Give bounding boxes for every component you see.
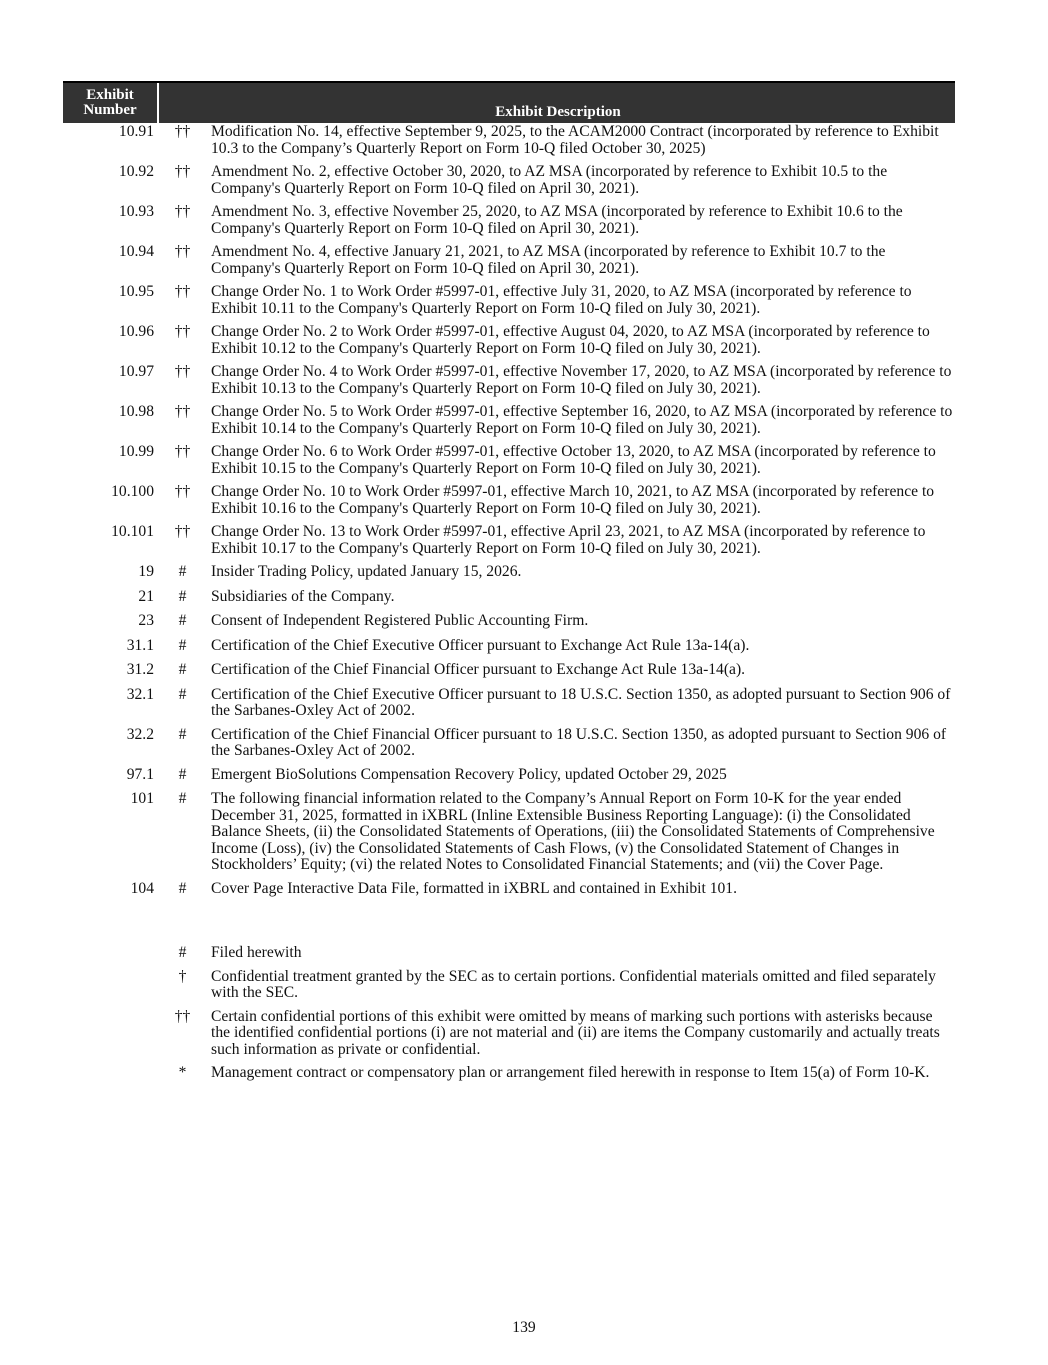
exhibit-description: Insider Trading Policy, updated January 15, 2026.	[211, 563, 522, 580]
page-number: 139	[512, 1319, 536, 1336]
table-row	[63, 791, 955, 874]
exhibit-number: 10.101	[111, 523, 154, 540]
exhibit-mark: #	[178, 661, 187, 678]
exhibit-description: Certification of the Chief Executive Officer pursuant to 18 U.S.C. Section 1350, as adopted pursuant to Section 906 of the Sarbanes-Oxley Act of 2002.	[211, 685, 951, 719]
footnote-mark: *	[178, 1064, 187, 1081]
exhibit-number-header-line2: Number	[83, 102, 137, 118]
exhibit-mark: #	[178, 879, 187, 897]
exhibit-description: Amendment No. 2, effective October 30, 2020, to AZ MSA (incorporated by reference to Exhibit 10.5 to the Company's Quarterly Report on Form 10-Q filed on April 30, 2021).	[211, 163, 888, 197]
table-row	[63, 444, 955, 477]
exhibit-number: 10.93	[118, 203, 154, 220]
exhibit-description: Modification No. 14, effective September 9, 2025, to the ACAM2000 Contract (incorporated by reference to Exhibit 10.3 to the Company’s Quarterly Report on Form 10-Q filed October 30, 2025)	[211, 123, 939, 157]
footnote-item	[63, 969, 955, 1002]
table-row	[63, 589, 955, 606]
exhibit-mark: ††	[174, 283, 191, 300]
exhibit-number: 97.1	[126, 765, 154, 783]
table-row	[63, 524, 955, 557]
table-row	[63, 613, 955, 630]
table-row	[63, 124, 955, 157]
exhibit-description: Cover Page Interactive Data File, formatted in iXBRL and contained in Exhibit 101.	[211, 879, 738, 897]
exhibit-number: 10.94	[118, 243, 154, 260]
table-row	[63, 727, 955, 760]
footnote-text: Certain confidential portions of this exhibit were omitted by means of marking such portions with asterisks because the identified confidential portions (i) are not material and (ii) are items the Company customarily and actually treats such information as private or confidential.	[211, 1007, 940, 1058]
footnote-item	[63, 1009, 955, 1059]
table-row	[63, 204, 955, 237]
table-row	[63, 324, 955, 357]
exhibit-number: 10.92	[118, 163, 154, 180]
exhibit-description: Certification of the Chief Financial Officer pursuant to 18 U.S.C. Section 1350, as adopted pursuant to Section 906 of the Sarbanes-Oxley Act of 2002.	[211, 725, 947, 759]
footnote-text: Management contract or compensatory plan or arrangement filed herewith in response to Item 15(a) of Form 10-K.	[211, 1064, 930, 1081]
table-row	[63, 662, 955, 679]
footnote-mark: ††	[174, 1007, 191, 1025]
exhibit-description: Change Order No. 4 to Work Order #5997-01, effective November 17, 2020, to AZ MSA (incorporated by reference to Exhibit 10.13 to the Company's Quarterly Report on Form 10-Q filed on July 30, 2021).	[211, 363, 952, 397]
exhibit-description: Change Order No. 5 to Work Order #5997-01, effective September 16, 2020, to AZ MSA (incorporated by reference to Exhibit 10.14 to the Company's Quarterly Report on Form 10-Q filed on July 30, 2021).	[211, 403, 953, 437]
exhibit-table-body	[63, 124, 955, 905]
table-row	[63, 164, 955, 197]
exhibit-number: 23	[138, 612, 154, 629]
exhibit-mark: ††	[174, 203, 191, 220]
footnote-text: Filed herewith	[211, 944, 302, 961]
exhibit-number: 10.99	[118, 443, 154, 460]
exhibit-mark: #	[178, 612, 187, 629]
footnotes	[63, 945, 955, 1089]
exhibit-description: Amendment No. 4, effective January 21, 2021, to AZ MSA (incorporated by reference to Exhibit 10.7 to the Company's Quarterly Report on Form 10-Q filed on April 30, 2021).	[211, 243, 886, 277]
exhibit-mark: ††	[174, 323, 191, 340]
table-row	[63, 284, 955, 317]
exhibit-mark: #	[178, 685, 187, 703]
exhibit-mark: ††	[174, 443, 191, 460]
exhibit-number: 10.95	[118, 283, 154, 300]
table-row	[63, 564, 955, 581]
exhibit-table-header	[63, 81, 955, 123]
exhibit-number: 101	[130, 790, 154, 807]
table-row	[63, 244, 955, 277]
exhibit-description: Emergent BioSolutions Compensation Recovery Policy, updated October 29, 2025	[211, 765, 727, 783]
exhibit-mark: ††	[174, 483, 191, 500]
exhibit-description-header: Exhibit Description	[495, 104, 621, 120]
exhibit-mark: #	[178, 563, 187, 580]
exhibit-mark: ††	[174, 363, 191, 380]
exhibit-number: 21	[138, 587, 154, 605]
exhibit-number: 31.2	[126, 661, 154, 678]
exhibit-description: Change Order No. 2 to Work Order #5997-01, effective August 04, 2020, to AZ MSA (incorporated by reference to Exhibit 10.12 to the Company's Quarterly Report on Form 10-Q filed on July 30, 2021).	[211, 323, 930, 357]
footnote-item	[63, 945, 955, 962]
exhibit-mark: #	[178, 790, 187, 807]
exhibit-description: Certification of the Chief Executive Officer pursuant to Exchange Act Rule 13a-14(a).	[211, 636, 750, 654]
exhibit-description: Change Order No. 6 to Work Order #5997-01, effective October 13, 2020, to AZ MSA (incorporated by reference to Exhibit 10.15 to the Company's Quarterly Report on Form 10-Q filed on July 30, 2021).	[211, 443, 936, 477]
exhibit-description: Change Order No. 13 to Work Order #5997-01, effective April 23, 2021, to AZ MSA (incorporated by reference to Exhibit 10.17 to the Company's Quarterly Report on Form 10-Q filed on July 30, 2021).	[211, 523, 926, 557]
footnote-item	[63, 1065, 955, 1082]
exhibit-description: Change Order No. 1 to Work Order #5997-01, effective July 31, 2020, to AZ MSA (incorporated by reference to Exhibit 10.11 to the Company's Quarterly Report on Form 10-Q filed on July 30, 2021).	[211, 283, 912, 317]
exhibit-mark: ††	[174, 163, 191, 180]
exhibit-description: The following financial information related to the Company’s Annual Report on Form 10-K for the year ended December 31, 2025, formatted in iXBRL (Inline Extensible Business Reporting Language): (i) the Consolidated Balance Sheets, (ii) the Consolidated Statements of Operations, (iii) the Consolidated Statements of Comprehensive Income (Loss), (iv) the Consolidated Statements of Cash Flows, (v) the Consolidated Statement of Changes in Stockholders’ Equity; (vi) the related Notes to Consolidated Financial Statements; and (vii) the Cover Page.	[211, 790, 935, 873]
exhibit-number: 32.2	[126, 725, 154, 743]
exhibit-mark: ††	[174, 123, 191, 140]
table-row	[63, 364, 955, 397]
footnote-mark: †	[178, 967, 187, 985]
exhibit-number-header-line1: Exhibit	[86, 87, 134, 103]
exhibit-number: 31.1	[126, 636, 154, 654]
exhibit-description: Subsidiaries of the Company.	[211, 587, 395, 605]
table-row	[63, 404, 955, 437]
exhibit-mark: ††	[174, 523, 191, 540]
exhibit-number: 104	[130, 879, 154, 897]
table-row	[63, 881, 955, 898]
table-row	[63, 687, 955, 720]
exhibit-number: 10.96	[118, 323, 154, 340]
exhibit-mark: #	[178, 725, 187, 743]
table-row	[63, 484, 955, 517]
exhibit-mark: ††	[174, 403, 191, 420]
exhibit-number: 19	[138, 563, 154, 580]
footnote-text: Confidential treatment granted by the SEC as to certain portions. Confidential materials omitted and filed separately with the SEC.	[211, 967, 936, 1001]
table-row	[63, 638, 955, 655]
footnote-mark: #	[178, 944, 187, 961]
table-row	[63, 767, 955, 784]
exhibit-number: 10.91	[118, 123, 154, 140]
exhibit-description: Certification of the Chief Financial Officer pursuant to Exchange Act Rule 13a-14(a).	[211, 661, 746, 678]
exhibit-mark: #	[178, 636, 187, 654]
exhibit-number: 10.97	[118, 363, 154, 380]
exhibit-number-header	[63, 83, 159, 123]
exhibit-mark: #	[178, 587, 187, 605]
exhibit-mark: ††	[174, 243, 191, 260]
exhibit-number: 32.1	[126, 685, 154, 703]
exhibit-description: Change Order No. 10 to Work Order #5997-01, effective March 10, 2021, to AZ MSA (incorporated by reference to Exhibit 10.16 to the Company's Quarterly Report on Form 10-Q filed on July 30, 2021).	[211, 483, 935, 517]
exhibit-mark: #	[178, 765, 187, 783]
exhibit-number: 10.98	[118, 403, 154, 420]
exhibit-number: 10.100	[111, 483, 154, 500]
exhibit-description: Consent of Independent Registered Public Accounting Firm.	[211, 612, 589, 629]
exhibit-description: Amendment No. 3, effective November 25, 2020, to AZ MSA (incorporated by reference to Exhibit 10.6 to the Company's Quarterly Report on Form 10-Q filed on April 30, 2021).	[211, 203, 903, 237]
